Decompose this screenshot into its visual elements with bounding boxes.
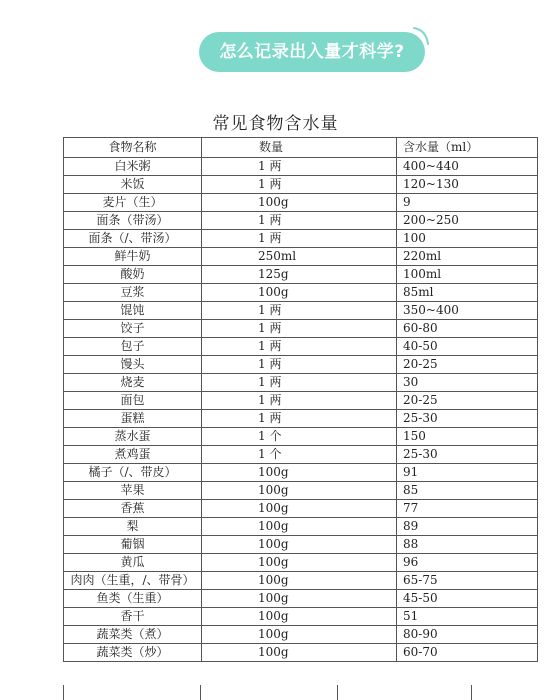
header-water-content: 含水量（ml） [397,138,538,158]
quantity-cell: 1 个 [202,446,397,464]
food-name-cell: 梨 [64,518,202,536]
quantity-cell: 1 两 [202,392,397,410]
quantity-cell: 100g [202,518,397,536]
water-content-cell: 96 [397,554,538,572]
quantity-cell: 100g [202,194,397,212]
table-row [64,212,538,230]
food-name-cell: 香蕉 [64,500,202,518]
food-name-cell: 麦片（生） [64,194,202,212]
quantity-cell: 1 两 [202,320,397,338]
water-content-cell: 400~440 [397,158,538,176]
table-row [64,446,538,464]
quantity-cell: 100g [202,284,397,302]
food-name-cell: 米饭 [64,176,202,194]
quantity-cell: 100g [202,554,397,572]
water-content-cell: 350~400 [397,302,538,320]
table-row [64,626,538,644]
table-row [64,518,538,536]
food-name-cell: 饺子 [64,320,202,338]
water-content-cell: 30 [397,374,538,392]
table-row [64,410,538,428]
quantity-cell: 1 两 [202,230,397,248]
question-banner [199,32,425,72]
water-content-cell: 9 [397,194,538,212]
food-name-cell: 肉肉（生重，/、带骨） [64,572,202,590]
water-content-cell: 85 [397,482,538,500]
banner-text: 怎么记录出入量才科学? [219,42,405,62]
table-row [64,644,538,662]
quantity-cell: 100g [202,626,397,644]
water-content-cell: 120~130 [397,176,538,194]
food-name-cell: 鱼类（生重） [64,590,202,608]
quantity-cell: 100g [202,608,397,626]
table-continuation-line [200,685,201,700]
table-row [64,284,538,302]
table-row [64,266,538,284]
table-row [64,374,538,392]
water-content-cell: 20-25 [397,392,538,410]
water-content-cell: 200~250 [397,212,538,230]
food-name-cell: 蔬菜类（炒） [64,644,202,662]
table-row [64,194,538,212]
quantity-cell: 1 两 [202,158,397,176]
food-name-cell: 酸奶 [64,266,202,284]
water-content-cell: 89 [397,518,538,536]
water-content-cell: 220ml [397,248,538,266]
food-name-cell: 烧麦 [64,374,202,392]
water-content-cell: 25-30 [397,446,538,464]
quantity-cell: 100g [202,590,397,608]
water-content-cell: 65-75 [397,572,538,590]
quantity-cell: 1 两 [202,212,397,230]
water-content-cell: 45-50 [397,590,538,608]
quantity-cell: 100g [202,644,397,662]
quantity-cell: 125g [202,266,397,284]
food-name-cell: 苹果 [64,482,202,500]
quantity-cell: 100g [202,500,397,518]
table-continuation-line [337,685,338,700]
food-name-cell: 豆浆 [64,284,202,302]
quantity-cell: 100g [202,482,397,500]
food-name-cell: 面条（带汤） [64,212,202,230]
table-row [64,428,538,446]
water-content-cell: 100ml [397,266,538,284]
table-row [64,392,538,410]
water-content-cell: 20-25 [397,356,538,374]
header-quantity: 数量 [202,138,397,158]
table-row [64,302,538,320]
table-row [64,338,538,356]
quantity-cell: 1 两 [202,374,397,392]
food-name-cell: 包子 [64,338,202,356]
food-name-cell: 蛋糕 [64,410,202,428]
table-row [64,230,538,248]
table-title: 常见食物含水量 [212,114,339,134]
quantity-cell: 1 两 [202,176,397,194]
water-content-cell: 40-50 [397,338,538,356]
food-name-cell: 葡铟 [64,536,202,554]
quantity-cell: 1 两 [202,356,397,374]
table-row [64,158,538,176]
water-content-cell: 91 [397,464,538,482]
quantity-cell: 100g [202,536,397,554]
water-content-cell: 80-90 [397,626,538,644]
water-content-cell: 77 [397,500,538,518]
food-name-cell: 白米粥 [64,158,202,176]
water-content-cell: 60-70 [397,644,538,662]
quantity-cell: 250ml [202,248,397,266]
table-row [64,608,538,626]
food-name-cell: 香干 [64,608,202,626]
food-name-cell: 蔬菜类（煮） [64,626,202,644]
food-name-cell: 橘子（/、带皮） [64,464,202,482]
table-row [64,482,538,500]
table-continuation-line [63,685,64,700]
table-row [64,500,538,518]
food-name-cell: 煮鸡蛋 [64,446,202,464]
water-content-cell: 88 [397,536,538,554]
table-row [64,536,538,554]
header-food-name: 食物名称 [64,138,202,158]
water-content-cell: 150 [397,428,538,446]
table-row [64,590,538,608]
quantity-cell: 1 两 [202,410,397,428]
quantity-cell: 1 两 [202,302,397,320]
food-name-cell: 鲜牛奶 [64,248,202,266]
food-name-cell: 面条（/、带汤） [64,230,202,248]
food-name-cell: 蒸水蛋 [64,428,202,446]
water-content-cell: 60-80 [397,320,538,338]
quantity-cell: 1 个 [202,428,397,446]
table-continuation-line [471,685,472,700]
water-content-cell: 25-30 [397,410,538,428]
water-content-cell: 85ml [397,284,538,302]
table-row [64,248,538,266]
table-header-row [64,138,538,158]
table-row [64,320,538,338]
quantity-cell: 100g [202,572,397,590]
table-row [64,464,538,482]
water-content-cell: 100 [397,230,538,248]
food-name-cell: 面包 [64,392,202,410]
table-row [64,572,538,590]
table-row [64,356,538,374]
quantity-cell: 100g [202,464,397,482]
decorative-arc-icon [408,24,434,50]
food-name-cell: 馄饨 [64,302,202,320]
quantity-cell: 1 两 [202,338,397,356]
table-row [64,176,538,194]
food-name-cell: 馒头 [64,356,202,374]
food-name-cell: 黄瓜 [64,554,202,572]
water-content-table [63,137,538,662]
table-row [64,554,538,572]
water-content-cell: 51 [397,608,538,626]
